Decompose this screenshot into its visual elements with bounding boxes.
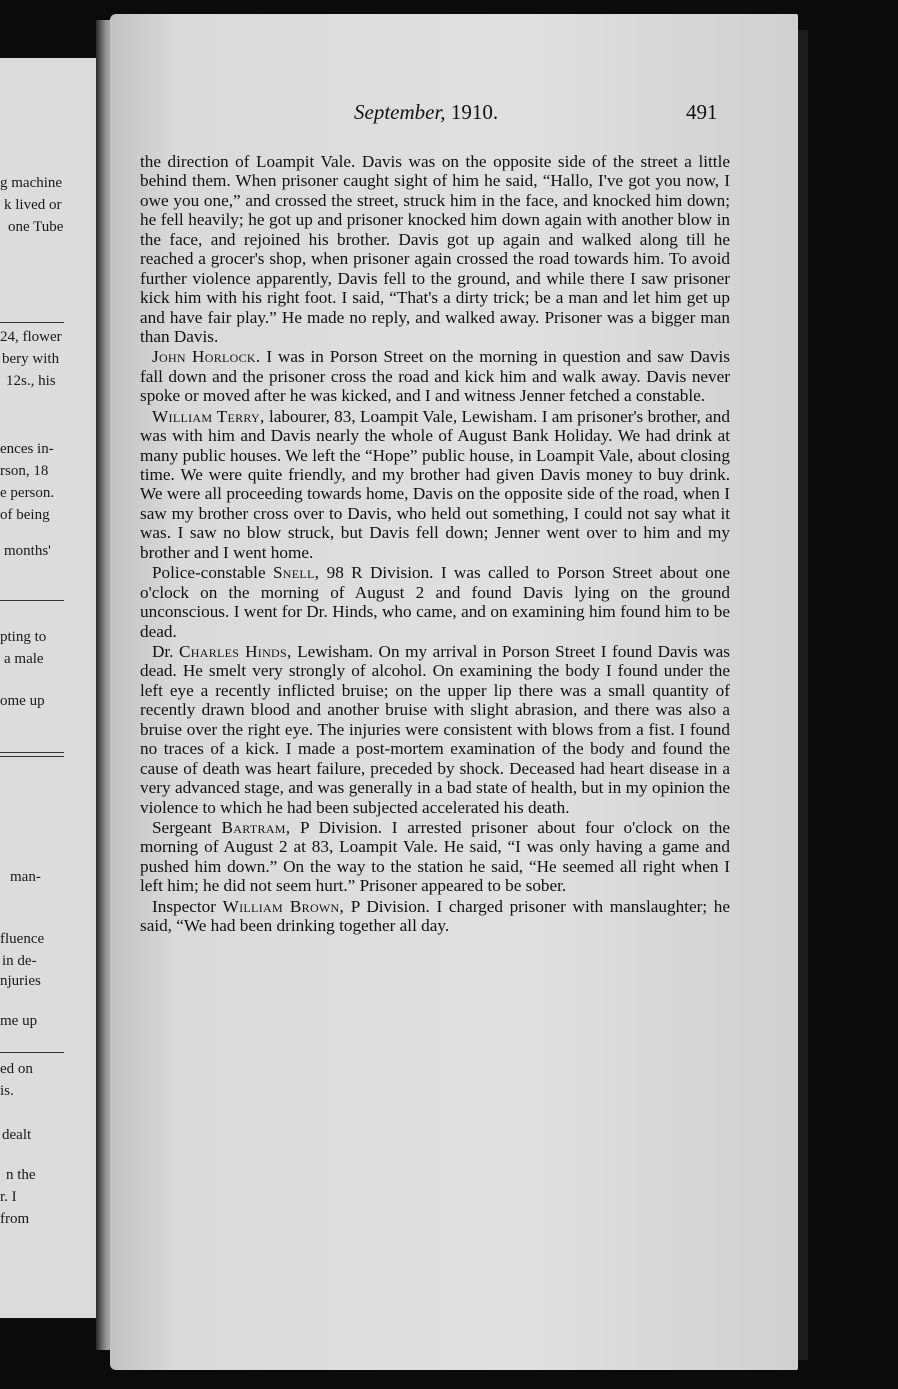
running-head-date bbox=[354, 100, 498, 125]
page-number: 491 bbox=[686, 100, 718, 124]
left-page-fragment: njuries bbox=[0, 973, 41, 989]
left-page-fragment: g machine bbox=[0, 175, 63, 191]
running-head bbox=[110, 100, 798, 130]
left-page-rule bbox=[0, 752, 64, 757]
left-page-fragment: me up bbox=[0, 1013, 38, 1029]
left-page-fragment: a male bbox=[4, 651, 44, 667]
paragraph-text: labourer, 83, Loampit Vale, Lewisham. I am prisoner's brother, and was with him and Davis nearly the whole of August Bank Holiday. We had drink at many public houses. We left the “Hope” public house, in Loampit Vale, about closing time. We were quite friendly, and my brother had given Davis money to buy drink. We were all proceeding towards home, Davis on the opposite side of the road, when I saw my brother cross over to Davis, who held out something, I could not say what it was. I saw no blow struck, but Davis fell down; Jenner went over to him and my brother and I went home. bbox=[140, 406, 730, 562]
left-page-fragment: from bbox=[0, 1211, 30, 1227]
running-head-month: September, bbox=[354, 100, 446, 124]
witness-title: Police-constable bbox=[152, 563, 273, 583]
left-page-fragment: n the bbox=[6, 1167, 36, 1183]
left-page-fragment: dealt bbox=[2, 1127, 32, 1143]
paragraph bbox=[140, 563, 730, 641]
running-head-year: 1910. bbox=[450, 100, 499, 124]
witness-name: Charles Hinds, bbox=[179, 641, 292, 661]
paragraph bbox=[140, 347, 730, 405]
paragraph bbox=[140, 407, 730, 563]
paragraph-text: P Division. I charged prisoner with manslaughter; he said, “We had been drinking together all day. bbox=[140, 896, 730, 936]
witness-name: William Terry, bbox=[152, 406, 265, 426]
paragraph-text: the direction of Loampit Vale. Davis was on the opposite side of the street a little behind them. When prisoner caught sight of him he said, “Hallo, I've got you now, I owe you one,” and crossed the street, struck him in the face, and knocked him down; he fell heavily; he got up and prisoner knocked him down again with another blow in the face, and rejoined his brother. Davis got up again and walked along till he reached a grocer's shop, when prisoner again crossed the road towards him. To avoid further violence apparently, Davis fell to the ground, and while there I saw prisoner kick him with his right foot. I said, “That's a dirty trick; be a man and let him get up and have fair play.” He made no reply, and walked away. Prisoner was a bigger man than Davis. bbox=[140, 152, 730, 347]
witness-title: Inspector bbox=[152, 896, 223, 916]
left-page-fragment: is. bbox=[0, 1083, 14, 1099]
left-page-fragment: r. I bbox=[0, 1189, 17, 1205]
paragraph-text: 98 R Division. I was called to Porson Street about one o'clock on the morning of August 2 and found Davis lying on the ground unconscious. I went for Dr. Hinds, who came, and on examining him found him to be dead. bbox=[140, 563, 730, 641]
witness-name: John Horlock. bbox=[152, 347, 261, 367]
paragraph-text: Lewisham. On my arrival in Porson Street I found Davis was dead. He smelt very strongly of alcohol. On examining the body I found under the left eye a recently inflicted bruise; on the upper lip there was a small quantity of recently drawn blood and another bruise with slight abrasion, and there was also a bruise over the right eye. The injuries were consistent with blows from a fist. I found no traces of a kick. I made a post-mortem examination of the body and found the cause of death was heart failure, preceded by shock. Deceased had heart disease in a very advanced stage, and was generally in a bad state of health, but in my opinion the violence to which he had been subjected accelerated his death. bbox=[140, 641, 730, 817]
left-page-fragment: ences in- bbox=[0, 441, 54, 457]
left-page-rule bbox=[0, 600, 64, 601]
left-page-fragment: e person. bbox=[0, 485, 55, 501]
left-page-fragment: 12s., his bbox=[6, 373, 56, 389]
left-page-fragment: of being bbox=[0, 507, 50, 523]
left-page-fragment: k lived or bbox=[4, 197, 62, 213]
left-page-fragment: pting to bbox=[0, 629, 47, 645]
left-page-fragment: fluence bbox=[0, 931, 45, 947]
witness-title: Sergeant bbox=[152, 817, 222, 837]
paragraph-text: P Division. I arrested prisoner about four o'clock on the morning of August 2 at 83, Loampit Vale. He said, “I was only having a game and pushed him down.” On the way to the station he said, “He seemed all right when I left him; he did not seem hurt.” Prisoner appeared to be sober. bbox=[140, 817, 730, 896]
left-page-fragment: 24, flower bbox=[0, 329, 62, 345]
paragraph bbox=[140, 152, 730, 347]
facing-page-left bbox=[0, 58, 96, 1318]
body-text bbox=[140, 152, 730, 935]
left-page-fragment: bery with bbox=[2, 351, 60, 367]
paragraph bbox=[140, 642, 730, 817]
paragraph-text: I was in Porson Street on the morning in question and saw Davis fall down and the prisoner cross the road and kick him and walk away. Davis never spoke or moved after he was kicked, and I and witness Jenner fetched a constable. bbox=[140, 347, 730, 406]
left-page-fragment: months' bbox=[4, 543, 51, 559]
paragraph bbox=[140, 818, 730, 896]
witness-name: Bartram, bbox=[221, 817, 291, 837]
witness-name: William Brown, bbox=[222, 896, 345, 916]
witness-name: Snell, bbox=[272, 563, 320, 583]
left-page-fragment: one Tube bbox=[8, 219, 64, 235]
left-page-fragment: rson, 18 bbox=[0, 463, 49, 479]
left-page-fragment: in de- bbox=[2, 953, 37, 969]
left-page-fragment: ome up bbox=[0, 693, 45, 709]
left-page-rule bbox=[0, 322, 64, 323]
page-edge-shadow bbox=[798, 30, 808, 1360]
witness-title: Dr. bbox=[152, 641, 180, 661]
left-page-rule bbox=[0, 1052, 64, 1053]
left-page-fragment: ed on bbox=[0, 1061, 33, 1077]
left-page-fragment: man- bbox=[10, 869, 41, 885]
paragraph bbox=[140, 897, 730, 936]
